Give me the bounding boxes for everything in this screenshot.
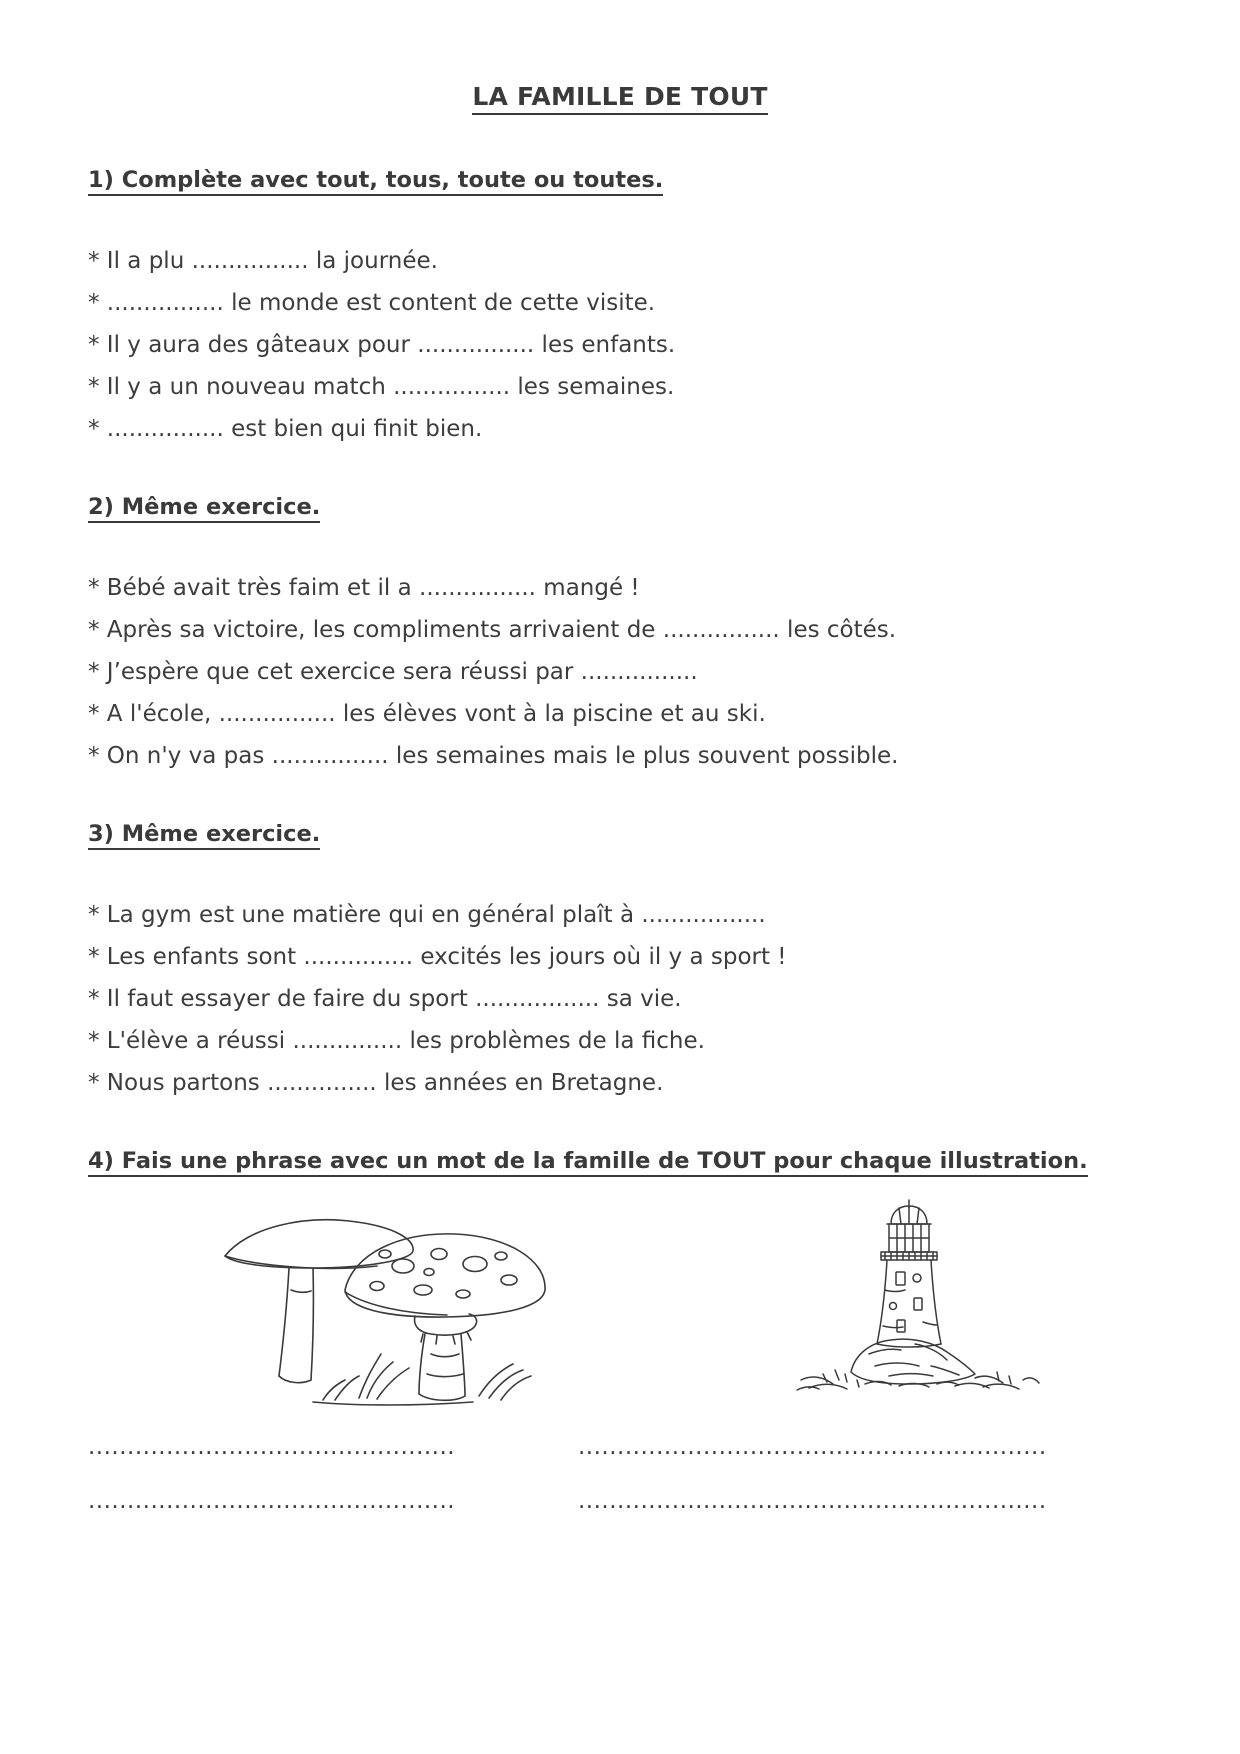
- list-item: * Il y aura des gâteaux pour ................ les enfants.: [88, 332, 676, 358]
- answer-line-lighthouse-1[interactable]: ............................................................: [578, 1434, 1047, 1460]
- list-item: * Après sa victoire, les compliments arrivaient de ................ les côtés.: [88, 617, 897, 643]
- exercise-4-heading-text: 4) Fais une phrase avec un mot de la famille de TOUT pour chaque illustration.: [88, 1148, 1088, 1177]
- spacer-before-exercise-3: [88, 777, 1152, 821]
- answer-line-mushroom-1[interactable]: ...............................................: [88, 1434, 456, 1460]
- exercise-2-heading: [88, 494, 1152, 521]
- spacer-before-exercise-2: [88, 450, 1152, 494]
- page-title-text: LA FAMILLE DE TOUT: [472, 82, 767, 115]
- list-item: * A l'école, ................ les élèves vont à la piscine et au ski.: [88, 701, 766, 727]
- exercise-3-heading: [88, 821, 1152, 848]
- exercise-2-list: [88, 567, 1152, 777]
- answer-row: [88, 1481, 1152, 1521]
- exercise-1-heading-text: 1) Complète avec tout, tous, toute ou toutes.: [88, 167, 663, 196]
- lighthouse-drawing: [779, 1194, 1059, 1409]
- spacer-exercise-3: [88, 848, 1152, 894]
- answer-row: [88, 1427, 1152, 1467]
- list-item: * Bébé avait très faim et il a ................ mangé !: [88, 575, 640, 601]
- illustration-row: [88, 1189, 1152, 1409]
- spacer-after-title: [88, 111, 1152, 167]
- mushroom-drawing: [217, 1194, 547, 1409]
- exercise-1-heading: [88, 167, 1152, 194]
- answer-lines-block: [88, 1427, 1152, 1521]
- spacer-exercise-1: [88, 194, 1152, 240]
- list-item: * J’espère que cet exercice sera réussi par ................: [88, 659, 698, 685]
- exercise-2-heading-text: 2) Même exercice.: [88, 494, 320, 523]
- exercise-3-list: [88, 894, 1152, 1104]
- list-item: * Il y a un nouveau match ................ les semaines.: [88, 374, 675, 400]
- list-item: * ................ le monde est content de cette visite.: [88, 290, 656, 316]
- list-item: * Nous partons ............... les années en Bretagne.: [88, 1070, 664, 1096]
- worksheet-content: [88, 0, 1152, 1535]
- list-item: * ................ est bien qui finit bien.: [88, 416, 483, 442]
- exercise-1-list: [88, 240, 1152, 450]
- list-item: * Les enfants sont ............... excités les jours où il y a sport !: [88, 944, 787, 970]
- page-title: [88, 82, 1152, 111]
- list-item: * L'élève a réussi ............... les problèmes de la fiche.: [88, 1028, 705, 1054]
- answer-line-lighthouse-2[interactable]: ............................................................: [578, 1488, 1047, 1514]
- illustration-cell-mushroom: [88, 1189, 615, 1409]
- list-item: * La gym est une matière qui en général plaît à .................: [88, 902, 766, 928]
- spacer-before-exercise-4: [88, 1104, 1152, 1148]
- illustration-cell-lighthouse: [615, 1189, 1152, 1409]
- list-item: * Il faut essayer de faire du sport ................. sa vie.: [88, 986, 682, 1012]
- list-item: * On n'y va pas ................ les semaines mais le plus souvent possible.: [88, 743, 899, 769]
- exercise-3-heading-text: 3) Même exercice.: [88, 821, 320, 850]
- exercise-4-heading: [88, 1148, 1152, 1175]
- spacer-exercise-2: [88, 521, 1152, 567]
- list-item: * Il a plu ................ la journée.: [88, 248, 438, 274]
- answer-line-mushroom-2[interactable]: ...............................................: [88, 1488, 456, 1514]
